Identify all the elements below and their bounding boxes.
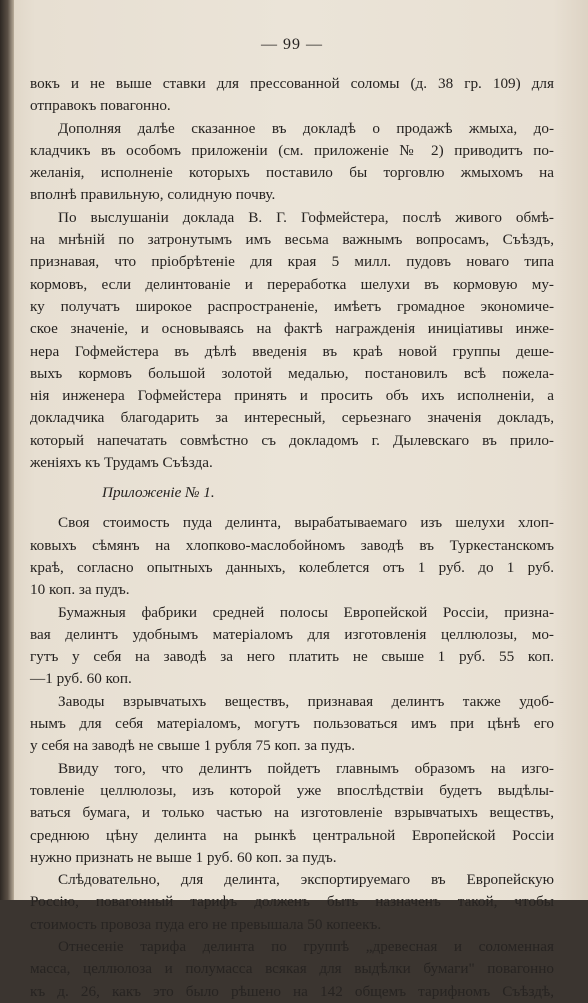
paragraph-explosives-plants	[30, 691, 554, 758]
text-line: который напечатать совмѣстно съ докладомъ г. Дылевскаго въ прило-	[30, 431, 554, 449]
paragraph-average-price	[30, 758, 554, 869]
text-line: вполнѣ правильную, солидную почву.	[30, 186, 276, 204]
paragraph-delint-cost	[30, 512, 554, 601]
text-line: кладчикъ въ особомъ приложеніи (см. приложеніе № 2) приводитъ по-	[30, 141, 554, 159]
text-line: стоимость провоза пуда его не превышала 50 копеекъ.	[30, 915, 382, 933]
text-line: гутъ у себя на заводѣ за него платить не свыше 1 руб. 55 коп.	[30, 648, 554, 666]
text-line: Ввиду того, что делинтъ пойдетъ главнымъ образомъ на изго-	[58, 759, 554, 777]
book-binding-shadow	[0, 0, 14, 900]
text-line: ваться бумага, и только частью на изготовленіе взрывчатыхъ веществъ,	[30, 804, 554, 822]
text-line: товленіе целлюлозы, изъ которой уже впослѣдствіи будетъ выдѣлы-	[30, 781, 554, 799]
text-line: ское значеніе, и основываясь на фактѣ награжденія иниціативы инже-	[30, 320, 554, 338]
paragraph-tariff-conclusion	[30, 869, 554, 936]
text-line: женіяхъ къ Трудамъ Съѣзда.	[30, 454, 213, 472]
appendix-heading: Приложеніе № 1.	[102, 484, 215, 502]
paragraph-congress-resolution	[30, 207, 554, 475]
text-line: Россію, повагонный тарифъ долженъ быть назначенъ такой, чтобы	[30, 893, 554, 911]
paragraph-cake-sale	[30, 118, 554, 207]
text-line: желанія, исполненіе которыхъ поставило бы торговлю жмыхомъ на	[30, 164, 554, 182]
text-line: Отнесеніе тарифа делинта по группѣ „древесная и соломенная	[58, 937, 554, 955]
text-line: масса, целлюлоза и полумасса всякая для выдѣлки бумаги" повагонно	[30, 960, 554, 978]
text-line: Своя стоимость пуда делинта, вырабатываемаго изъ шелухи хлоп-	[58, 514, 554, 532]
text-line: кормовъ, если делинтованіе и переработка шелухи въ кормовую му-	[30, 275, 554, 293]
page-number: — 99 —	[261, 36, 323, 53]
text-line: 10 коп. за пудъ.	[30, 581, 130, 599]
text-line: —1 руб. 60 коп.	[30, 670, 132, 688]
paragraph-paper-mills	[30, 602, 554, 691]
text-line: Заводы взрывчатыхъ веществъ, признавая делинтъ также удоб-	[58, 692, 554, 710]
page-body	[30, 34, 554, 1003]
text-line: Бумажныя фабрики средней полосы Европейской Россіи, призна-	[58, 603, 554, 621]
text-line: Слѣдовательно, для делинта, экспортируемаго въ Европейскую	[58, 871, 554, 889]
text-line: на мнѣній по затронутымъ имъ весьма важнымъ вопросамъ, Съѣздъ,	[30, 231, 554, 249]
text-line: Дополняя далѣе сказанное въ докладѣ о продажѣ жмыха, до-	[58, 119, 554, 137]
text-line: ковыхъ сѣмянъ на хлопково-маслобойномъ заводѣ въ Туркестанскомъ	[30, 536, 554, 554]
text-line: признавая, что пріобрѣтеніе для края 5 милл. пудовъ новаго типа	[30, 253, 554, 271]
text-line: къ д. 26, какъ это было рѣшено на 142 общемъ тарифномъ Съѣздѣ,	[30, 982, 554, 1000]
text-line: среднюю цѣну делинта на рынкѣ центральной Европейской Россіи	[30, 826, 554, 844]
text-line: нужно признать не выше 1 руб. 60 коп. за пудъ.	[30, 848, 337, 866]
text-line: нія инженера Гофмейстера принять и просить объ ихъ исполненіи, а	[30, 387, 554, 405]
text-line: у себя на заводѣ не свыше 1 рубля 75 коп. за пудъ.	[30, 737, 356, 755]
text-line: выхъ кормовъ большой золотой медалью, постановилъ всѣ пожела-	[30, 364, 554, 382]
text-line: вая делинтъ удобнымъ матеріаломъ для изготовленія целлюлозы, мо-	[30, 625, 554, 643]
text-line: отправокъ повагонно.	[30, 97, 171, 115]
text-line: нера Гофмейстера въ дѣлѣ введенія въ краѣ новой группы деше-	[30, 342, 554, 360]
text-line: По выслушаніи доклада В. Г. Гофмейстера, послѣ живого обмѣ-	[58, 208, 554, 226]
text-line: вокъ и не выше ставки для прессованной соломы (д. 38 гр. 109) для	[30, 75, 554, 92]
paragraph-continuation	[30, 73, 554, 118]
paragraph-tariff-group	[30, 936, 554, 1003]
text-line: докладчика благодарить за интересный, серьезнаго значенія докладъ,	[30, 409, 554, 427]
text-line: краѣ, согласно опытныхъ данныхъ, колеблется отъ 1 руб. до 1 руб.	[30, 558, 554, 576]
text-line: нымъ для себя матеріаломъ, могутъ пользоваться имъ при цѣнѣ его	[30, 715, 554, 733]
text-line: ку получатъ широкое распространеніе, имѣетъ громадное экономиче-	[30, 297, 554, 315]
